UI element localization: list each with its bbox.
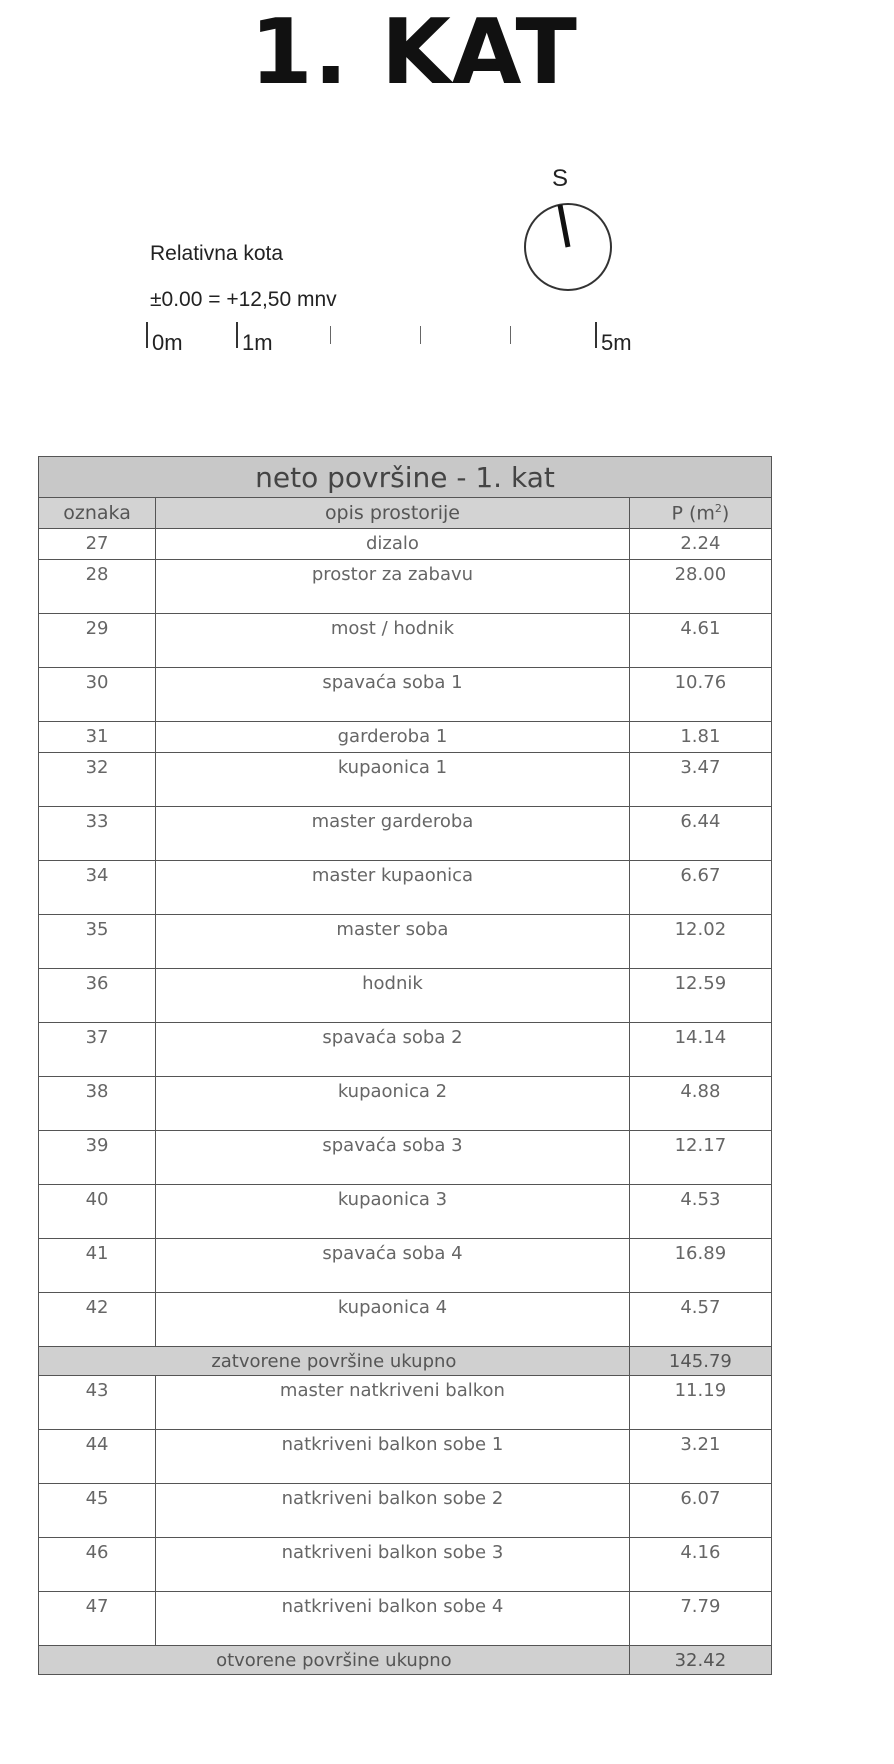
- closed-total-value: 145.79: [629, 1347, 771, 1376]
- table-row: 43 master natkriveni balkon 11.19: [39, 1376, 772, 1430]
- scale-label-0: 0m: [152, 330, 183, 355]
- open-total-value: 32.42: [629, 1646, 771, 1675]
- scale-tick: [146, 322, 148, 348]
- table-row: 35 master soba 12.02: [39, 915, 772, 969]
- page-title: 1. KAT: [250, 0, 578, 105]
- scale-label-5: 5m: [601, 330, 632, 355]
- table-row: 37 spavaća soba 2 14.14: [39, 1023, 772, 1077]
- open-total-label: otvorene površine ukupno: [39, 1646, 630, 1675]
- table-row: 29 most / hodnik 4.61: [39, 614, 772, 668]
- table-row: 33 master garderoba 6.44: [39, 807, 772, 861]
- table-row: 32 kupaonica 1 3.47: [39, 753, 772, 807]
- header-desc: opis prostorije: [156, 498, 630, 529]
- scale-bar: [140, 320, 660, 360]
- table-row: 40 kupaonica 3 4.53: [39, 1185, 772, 1239]
- table-row: 28 prostor za zabavu 28.00: [39, 560, 772, 614]
- area-table: [38, 456, 772, 1675]
- table-title: neto površine - 1. kat: [39, 457, 772, 498]
- table-row: 44 natkriveni balkon sobe 1 3.21: [39, 1430, 772, 1484]
- compass-icon: [520, 165, 630, 305]
- table-row: 31 garderoba 1 1.81: [39, 722, 772, 753]
- table-row: 41 spavaća soba 4 16.89: [39, 1239, 772, 1293]
- table-row: 30 spavaća soba 1 10.76: [39, 668, 772, 722]
- scale-label-1: 1m: [242, 330, 273, 355]
- scale-tick: [330, 326, 331, 344]
- table-row: 38 kupaonica 2 4.88: [39, 1077, 772, 1131]
- north-arrow: [520, 165, 630, 305]
- open-total-row: [39, 1646, 772, 1675]
- table-row: 45 natkriveni balkon sobe 2 6.07: [39, 1484, 772, 1538]
- elevation-label: Relativna kota: [150, 242, 284, 265]
- header-area: P $(m^2)$: [629, 498, 771, 529]
- table-row: 34 master kupaonica 6.67: [39, 861, 772, 915]
- scale-tick: [420, 326, 421, 344]
- scale-tick: [510, 326, 511, 344]
- table-row: 27 dizalo 2.24: [39, 529, 772, 560]
- compass-label: S: [552, 165, 569, 192]
- table-row: 42 kupaonica 4 4.57: [39, 1293, 772, 1347]
- elevation-value: ±0.00 = +12,50 mnv: [150, 288, 337, 311]
- closed-total-row: [39, 1347, 772, 1376]
- closed-total-label: zatvorene površine ukupno: [39, 1347, 630, 1376]
- table-row: 47 natkriveni balkon sobe 4 7.79: [39, 1592, 772, 1646]
- scale-tick: [595, 322, 597, 348]
- table-row: 46 natkriveni balkon sobe 3 4.16: [39, 1538, 772, 1592]
- header-code: oznaka: [39, 498, 156, 529]
- scale-tick: [236, 322, 238, 348]
- table-row: 39 spavaća soba 3 12.17: [39, 1131, 772, 1185]
- table-row: 36 hodnik 12.59: [39, 969, 772, 1023]
